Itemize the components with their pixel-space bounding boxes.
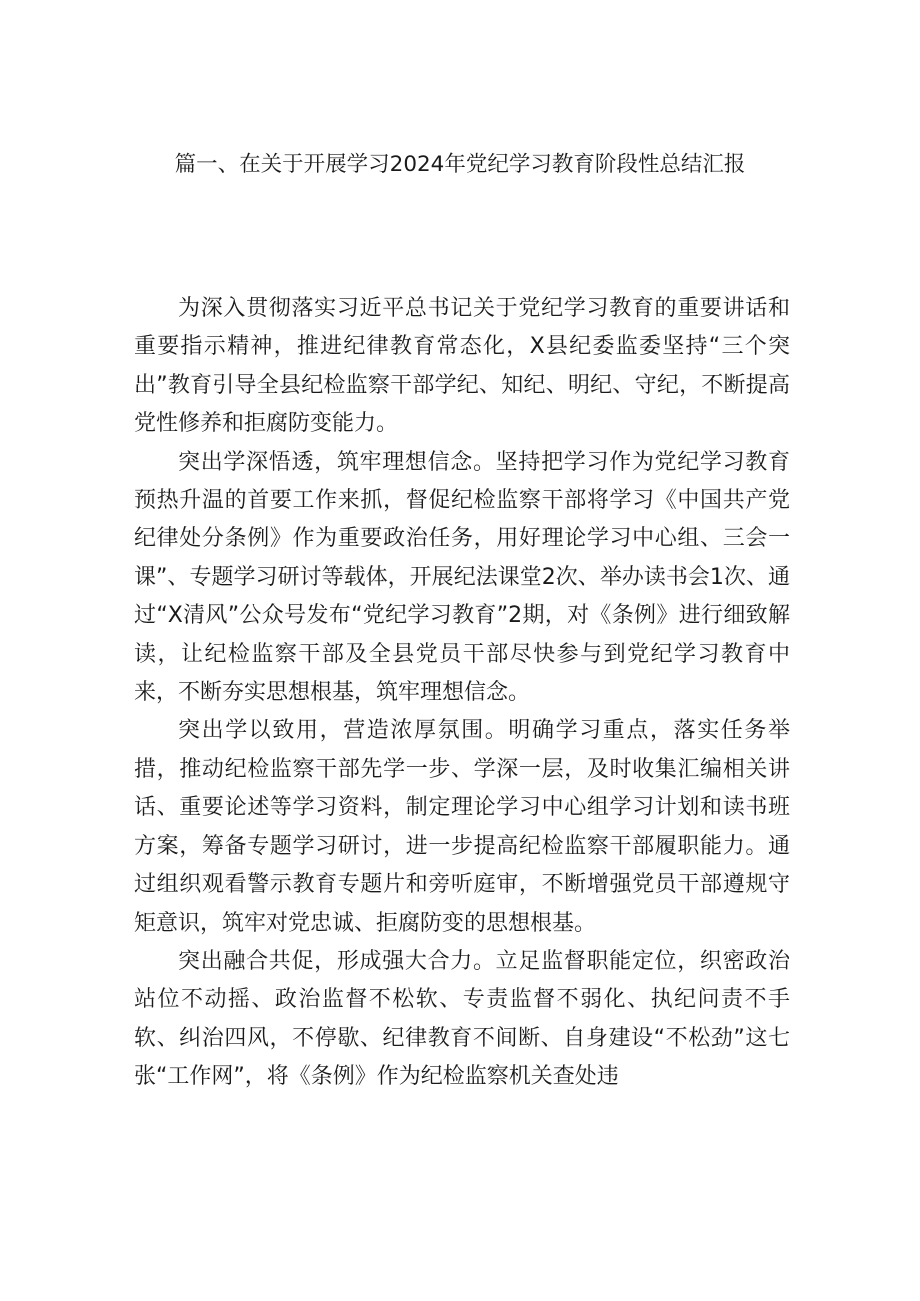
paragraph-study-deeply: 突出学深悟透，筑牢理想信念。坚持把学习作为党纪学习教育预热升温的首要工作来抓，督促纪检监察干部将学习《中国共产党纪律处分条例》作为重要政治任务，用好理论学习中心组、三会一课”、专题学习研讨等载体，开展纪法课堂2次、举办读书会1次、通过“X清风”公众号发布“党纪学习教育”2期，对《条例》进行细致解读，让纪检监察干部及全县党员干部尽快参与到党纪学习教育中来，不断夯实思想根基，筑牢理想信念。 <box>134 449 790 706</box>
paragraph-intro: 为深入贯彻落实习近平总书记关于党纪学习教育的重要讲话和重要指示精神，推进纪律教育常态化，X县纪委监委坚持“三个突出”教育引导全县纪检监察干部学纪、知纪、明纪、守纪，不断提高党性修养和拒腐防变能力。 <box>134 296 790 437</box>
paragraph-apply-learning: 突出学以致用，营造浓厚氛围。明确学习重点，落实任务举措，推动纪检监察干部先学一步、学深一层，及时收集汇编相关讲话、重要论述等学习资料，制定理论学习中心组学习计划和读书班方案，筹备专题学习研讨，进一步提高纪检监察干部履职能力。通过组织观看警示教育专题片和旁听庭审，不断增强党员干部遵规守矩意识，筑牢对党忠诚、拒腐防变的思想根基。 <box>134 718 790 936</box>
paragraph-integration: 突出融合共促，形成强大合力。立足监督职能定位，织密政治站位不动摇、政治监督不松软、专责监督不弱化、执纪问责不手软、纠治四风，不停歇、纪律教育不间断、自身建设“不松劲”这七张“工作网”，将《条例》作为纪检监察机关查处违 <box>134 948 790 1090</box>
document-body <box>134 290 790 1097</box>
document-title: 篇一、在关于开展学习2024年党纪学习教育阶段性总结汇报 <box>174 152 746 177</box>
